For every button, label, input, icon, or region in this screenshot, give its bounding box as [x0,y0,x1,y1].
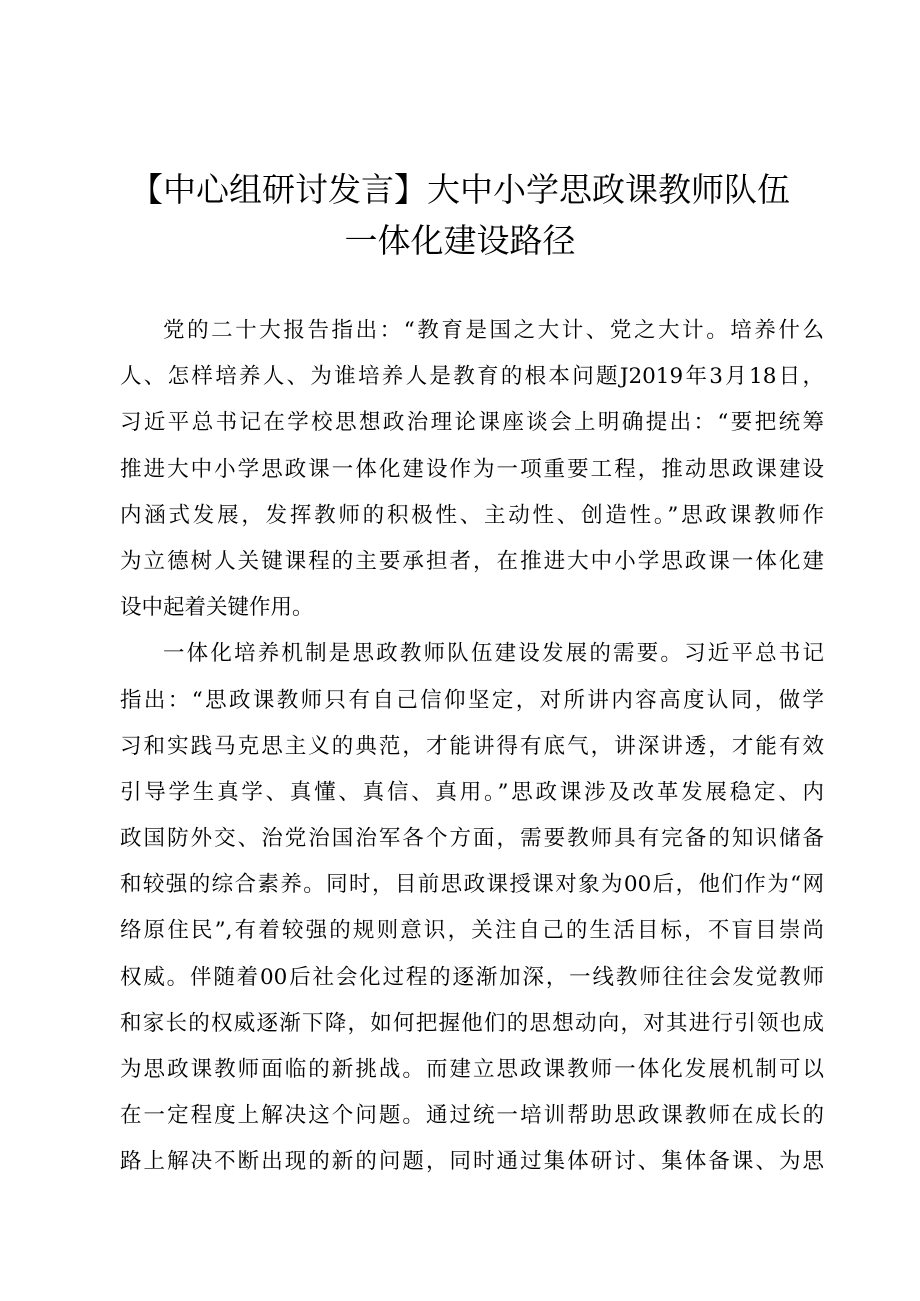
document-title-line-2: 一体化建设路径 [344,221,576,260]
paragraph-1 [120,308,824,631]
text-line: 在一定程度上解决这个问题。通过统一培训帮助思政课教师在成长的 [120,1103,824,1129]
text-line: 络原住民”,有着较强的规则意识，关注自己的生活目标，不盲目崇尚 [120,918,824,944]
paragraph-2 [120,631,824,1185]
text-line: 习近平总书记在学校思想政治理论课座谈会上明确提出：“要把统筹 [120,410,824,436]
text-line: 政国防外交、治党治国治军各个方面，需要教师具有完备的知识储备 [120,826,824,852]
text-line: 内涵式发展，发挥教师的积极性、主动性、创造性。”思政课教师作 [120,502,824,528]
text-line: 为立德树人关键课程的主要承担者，在推进大中小学思政课一体化建 [120,548,824,574]
text-line: 和较强的综合素养。同时，目前思政课授课对象为00后，他们作为“网 [120,872,824,898]
document-body [120,308,824,1186]
text-line: 人、怎样培养人、为谁培养人是教育的根本问题J2019年3月18日， [120,364,824,390]
text-line: 设中起着关键作用。 [120,595,314,621]
text-line: 引导学生真学、真懂、真信、真用。”思政课涉及改革发展稳定、内 [120,779,824,805]
text-line: 习和实践马克思主义的典范，才能讲得有底气，讲深讲透，才能有效 [120,733,824,759]
document-title-line-1: 【中心组研讨发言】大中小学思政课教师队伍 [130,170,790,209]
text-line: 一体化培养机制是思政教师队伍建设发展的需要。习近平总书记 [163,641,824,667]
text-line: 和家长的权威逐渐下降，如何把握他们的思想动向，对其进行引领也成 [120,1010,824,1036]
text-line: 党的二十大报告指出：“教育是国之大计、党之大计。培养什么 [163,318,824,343]
text-line: 推进大中小学思政课一体化建设作为一项重要工程，推动思政课建设 [120,456,824,482]
text-line: 指出：“思政课教师只有自己信仰坚定，对所讲内容高度认同，做学 [120,687,824,713]
text-line: 路上解决不断出现的新的问题，同时通过集体研讨、集体备课、为思 [120,1149,824,1175]
text-line: 为思政课教师面临的新挑战。而建立思政课教师一体化发展机制可以 [120,1057,824,1082]
text-line: 权威。伴随着00后社会化过程的逐渐加深，一线教师往往会发觉教师 [120,964,824,990]
